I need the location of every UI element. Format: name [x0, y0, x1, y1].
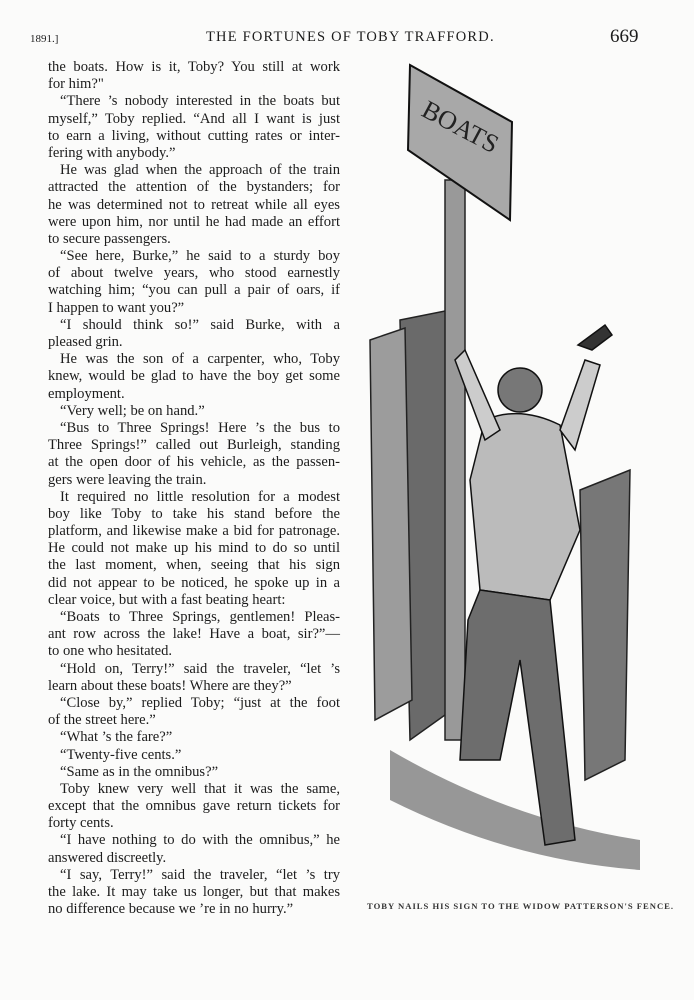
- text-line: answered discreetly.: [48, 849, 167, 866]
- text-line: to earn a living, without cutting rates or inter-: [48, 127, 340, 144]
- text-line: employment.: [48, 385, 125, 402]
- text-line: the last moment, when, seeing that his sign: [48, 557, 340, 574]
- text-line: at the open door of his vehicle, as the passen-: [48, 454, 340, 471]
- text-line: platform, and likewise make a bid for patronage.: [48, 523, 340, 540]
- text-line: knew, would be glad to have the boy get some: [48, 368, 340, 385]
- text-line: “Close by,” replied Toby; “just at the foot: [60, 694, 340, 711]
- text-line: He was the son of a carpenter, who, Toby: [60, 351, 340, 368]
- text-line: Toby knew very well that it was the same,: [60, 780, 340, 797]
- text-line: myself,” Toby replied. “And all I want is just: [48, 110, 340, 127]
- text-line: the lake. It may take us longer, but that makes: [48, 884, 340, 900]
- running-header-date: 1891.]: [30, 33, 59, 45]
- text-line: gers were leaving the train.: [48, 471, 207, 488]
- text-line: He was glad when the approach of the train: [60, 162, 340, 179]
- text-line: “Same as in the omnibus?”: [60, 763, 219, 780]
- text-line: “I have nothing to do with the omnibus,” he: [60, 832, 340, 849]
- text-line: learn about these boats! Where are they?”: [48, 677, 292, 694]
- text-line: I happen to want you?”: [48, 299, 185, 316]
- text-line: to one who hesitated.: [48, 643, 173, 660]
- running-header-title: THE FORTUNES OF TOBY TRAFFORD.: [206, 29, 495, 45]
- text-line: the boats. How is it, Toby? You still at work: [48, 59, 340, 75]
- text-line: except that the omnibus gave return tickets for: [48, 798, 340, 815]
- text-line: for him?": [48, 76, 104, 93]
- text-line: He could not make up his mind to do so until: [48, 540, 340, 557]
- text-line: It required no little resolution for a modest: [60, 488, 340, 505]
- text-line: “Bus to Three Springs! Here ’s the bus to: [60, 419, 340, 436]
- text-line: to secure passengers.: [48, 230, 171, 247]
- text-line: “See here, Burke,” he said to a sturdy boy: [60, 248, 340, 265]
- text-line: were upon him, nor until he had made an effort: [48, 213, 340, 230]
- text-line: of the street here.”: [48, 712, 156, 729]
- text-column: [48, 59, 340, 918]
- text-line: “Twenty-five cents.”: [60, 746, 182, 763]
- text-line: “Very well; be on hand.”: [60, 402, 205, 419]
- text-line: watching him; “you can pull a pair of oars, if: [48, 282, 340, 299]
- text-line: “Boats to Three Springs, gentlemen! Pleas-: [60, 609, 340, 625]
- text-line: “I should think so!” said Burke, with a: [60, 316, 340, 333]
- illustration-caption: TOBY NAILS HIS SIGN TO THE WIDOW PATTERSON'S FENCE.: [367, 901, 675, 911]
- page-number: 669: [610, 26, 639, 47]
- text-line: “Hold on, Terry!” said the traveler, “let ’s: [60, 660, 340, 677]
- text-line: ant row across the lake! Have a boat, sir?”—: [48, 626, 340, 643]
- text-line: “I say, Terry!” said the traveler, “let ’s try: [60, 866, 340, 883]
- text-line: clear voice, but with a fast beating heart:: [48, 591, 286, 608]
- text-line: fering with anybody.”: [48, 144, 176, 161]
- text-line: no difference because we ’re in no hurry.”: [48, 901, 294, 918]
- text-line: boy like Toby to take his stand before the: [48, 505, 340, 522]
- text-line: forty cents.: [48, 815, 114, 832]
- text-line: he was determined not to retreat while all eyes: [48, 196, 340, 213]
- sign-text: BOATS: [417, 94, 504, 159]
- text-line: of about twelve years, who stood earnestly: [48, 265, 340, 282]
- illustration-toby-nailing-sign: [360, 60, 650, 880]
- text-line: attracted the attention of the bystanders; for: [48, 179, 340, 196]
- text-line: “What ’s the fare?”: [60, 729, 173, 746]
- text-line: Three Springs!” called out Burleigh, standing: [48, 437, 340, 454]
- text-line: did not appear to be noticed, he spoke up in a: [48, 574, 340, 591]
- sign-post: [445, 180, 465, 740]
- text-line: pleased grin.: [48, 334, 123, 350]
- text-line: “There ’s nobody interested in the boats but: [60, 93, 340, 110]
